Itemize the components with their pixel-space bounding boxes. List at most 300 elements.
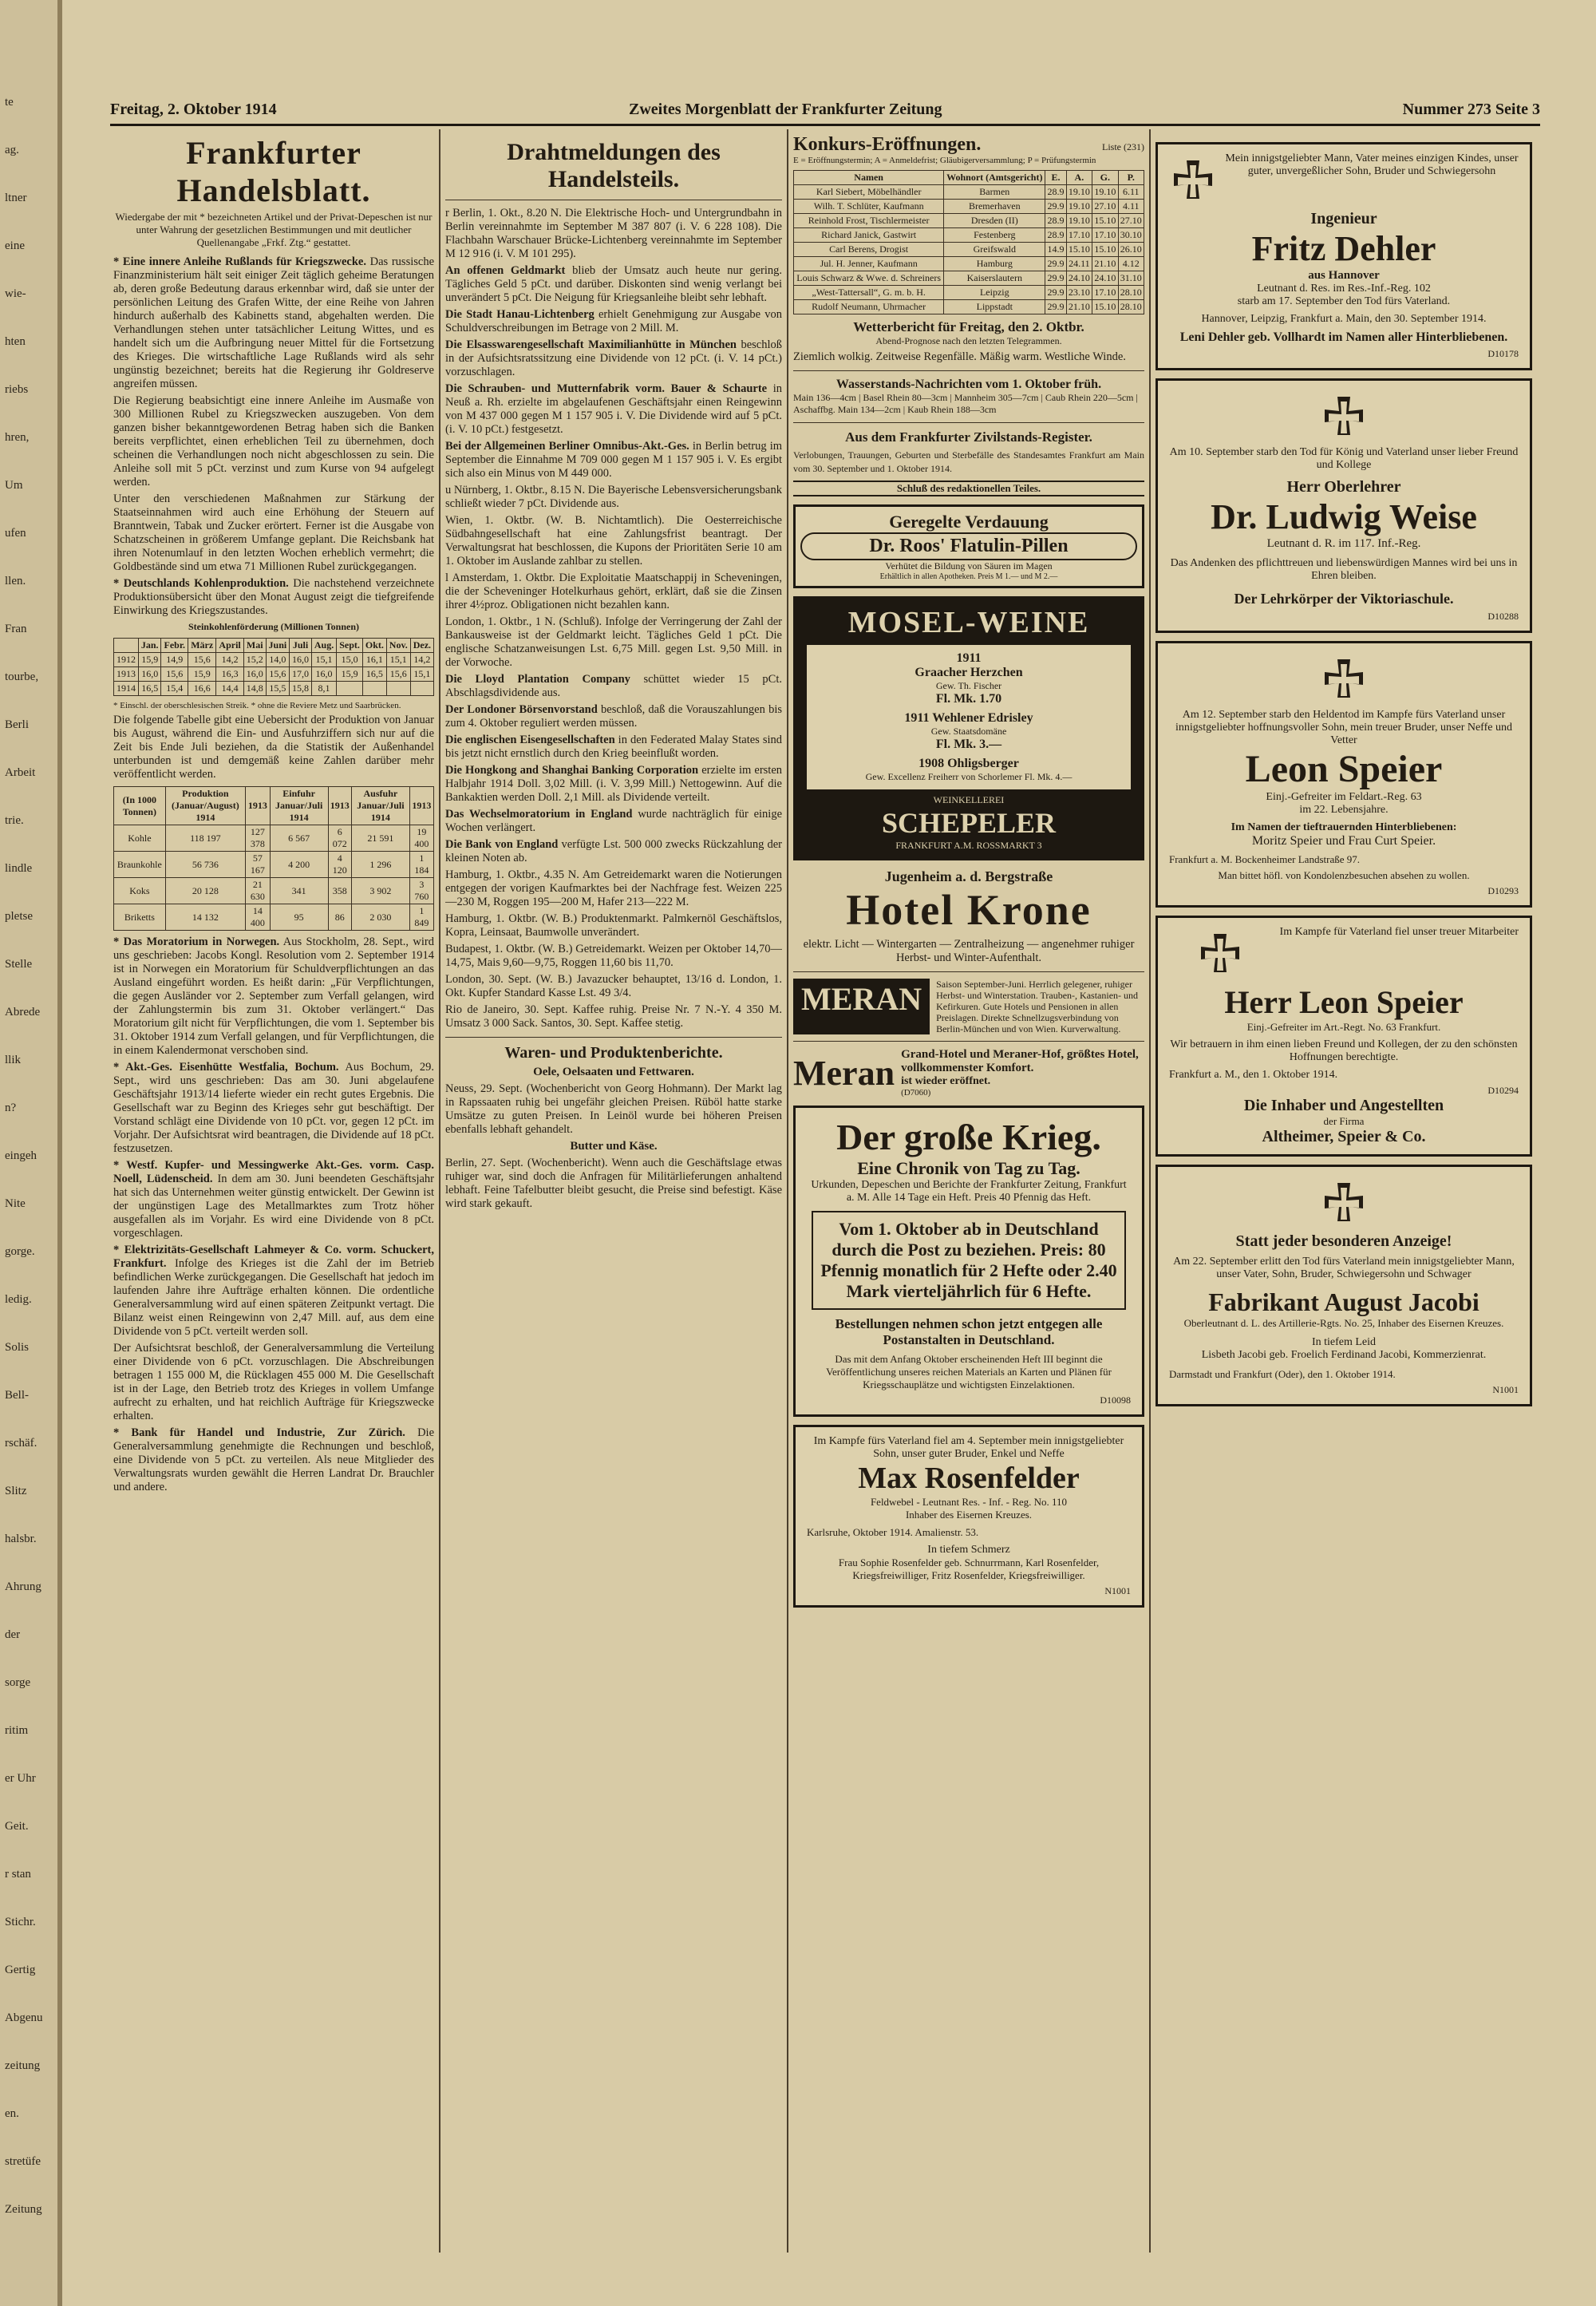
table-cell: 15,6 — [161, 667, 188, 682]
iron-cross-icon — [1320, 394, 1368, 441]
fragment-text: ritim — [5, 1724, 29, 1737]
ad-hotel-krone: Jugenheim a. d. Bergstraße Hotel Krone elektr. Licht — Wintergarten — Zentralheizung — angenehmer ruhiger Herbst- und Winter-Aufenthalt. — [803, 868, 1135, 964]
konkurs-list-number: Liste (231) — [1102, 141, 1144, 152]
table-cell: 28.9 — [1045, 185, 1066, 200]
weather-subtitle: Abend-Prognose nach den letzten Telegrammen. — [875, 335, 1062, 346]
fragment-text: Abgenu — [5, 2011, 43, 2024]
copyright-note: Wiedergabe der mit * bezeichneten Artikel und der Privat-Depeschen ist nur unter Wahrung der gesetzlichen Bestimmungen und mit deutlicher Quellenangabe „Frkf. Ztg.“ gestattet. — [115, 211, 433, 248]
konkurs-header — [793, 134, 1144, 156]
news-lloyd: Die Lloyd Plantation Company schüttet wieder 15 pCt. Abschlagsdividende aus. — [445, 673, 782, 699]
fragment-text: Ahrung — [5, 1580, 41, 1593]
table-cell: Jul. H. Jenner, Kaufmann — [794, 257, 944, 271]
fragment-text: ltner — [5, 192, 27, 204]
subsection-oele: Oele, Oelsaaten und Fettwaren. — [533, 1066, 694, 1078]
ad-mosel-weine: MOSEL-WEINE 1911 Graacher Herzchen Gew. Th. Fischer Fl. Mk. 1.70 1911 Wehlener Edrisley Gew. Staatsdomäne Fl. Mk. 3.— 1908 Ohligsberger Gew. Excellenz Freiherr von Schorlemer Fl. Mk. 4.— WEINKELLEREI SCHEPELER FRANKFURT A.M. ROSSMARKT 3 — [793, 596, 1144, 860]
article-russia-cont-2: Unter den verschiedenen Maßnahmen zur Stärkung der Staatseinnahmen wird auch eine Erhöhung der Steuern auf Branntwein, Tabak und Zucker erörtert. Ferner ist die Ausgabe von Schatzscheinen in größerem Umfange geplant. Die Reichsbank hat ihren Notenumlauf in den letzten Wochen erheblich vermehrt; die Goldbestände sind um etwa 71 Millionen Rubel zurückgegangen. — [113, 492, 434, 573]
table-cell: Festenberg — [944, 228, 1045, 243]
fragment-text: eingeh — [5, 1149, 37, 1162]
table-cell: 19 400 — [409, 825, 433, 852]
obituary-name: Herr Leon Speier — [1224, 984, 1464, 1020]
table-cell: 19.10 — [1066, 200, 1092, 214]
obituary-max-rosenfelder: Im Kampfe fürs Vaterland fiel am 4. September mein innigstgeliebter Sohn, unser guter Bruder, Enkel und Neffe Max Rosenfelder Feldwebel - Leutnant Res. - Inf. - Reg. No. 110 Inhaber des Eisernen Kreuzes. Karlsruhe, Oktober 1914. Amalienstr. 53. In tiefem Schmerz Frau Sophie Rosenfelder geb. Schnurrmann, Karl Rosenfelder, Kriegsfreiwilliger, Fritz Rosenfelder, Kriegsfreiwilliger. N1001 — [793, 1425, 1144, 1608]
news-wien: Wien, 1. Oktbr. (W. B. Nichtamtlich). Die Oesterreichische Südbahngesellschaft hat eine Zahlungsfrist beantragt. Der Verwaltungsrat hat beschlossen, die Kupons der Prioritäten Serie 10 am 1. Oktober im Auslande zahlbar zu stellen. — [445, 514, 782, 568]
table-cell: 16,0 — [243, 667, 266, 682]
table-row — [114, 667, 434, 682]
news-london: London, 1. Oktbr., 1 N. (Schluß). Infolge der Verringerung der Zahl der Bankausweise ist der Geldmarkt leicht. Tägliches Geld 1 pCt. Die englische Schatzanweisungen Lst. 6,75 Mill. gegen Lst. 9,50 Mill. in der Vorwoche. — [445, 615, 782, 669]
table-cell: 16,0 — [138, 667, 160, 682]
table-cell: 29.9 — [1045, 286, 1066, 300]
table-row — [794, 228, 1144, 243]
fragment-text: llen. — [5, 575, 26, 587]
news-eisengesellschaften: Die englischen Eisengesellschaften in den Federated Malay States sind bis jetzt nicht ernstlich durch den Krieg beeinflußt worden. — [445, 734, 782, 760]
fragment-text: Zeitung — [5, 2203, 42, 2216]
table-cell: 1 849 — [409, 904, 433, 931]
table-cell: 1914 — [114, 682, 139, 696]
table-cell: Louis Schwarz & Wwe. d. Schreiners — [794, 271, 944, 286]
table-cell: 26.10 — [1118, 243, 1144, 257]
obituary-name: Fabrikant August Jacobi — [1208, 1287, 1479, 1316]
subscription-box: Vom 1. Oktober ab in Deutschland durch die Post zu beziehen. Preis: 80 Pfennig monatlich für 2 Hefte oder 2.40 Mark vierteljährlich für 6 Hefte. — [812, 1211, 1126, 1310]
table-cell: 27.10 — [1092, 200, 1118, 214]
fragment-text: n? — [5, 1102, 17, 1114]
civil-register-title: Aus dem Frankfurter Zivilstands-Register. — [845, 429, 1092, 445]
article-dividend: Der Aufsichtsrat beschloß, der Generalversammlung die Verteilung einer Dividende von 6 pCt. vorzuschlagen. Die Abschreibungen betragen 1 155 000 M, die Rücklagen 455 000 M. Die Gesellschaft ist in der Lage, den Betrieb trotz des Krieges in vollem Umfange aufrecht zu erhalten, und hat reichlich Aufträge für Kriegszwecke erhalten. — [113, 1342, 434, 1422]
news-bank-england: Die Bank von England verfügte Lst. 500 000 zwecks Rückzahlung der kleinen Noten ab. — [445, 838, 782, 864]
newspaper-page — [62, 0, 1596, 2306]
news-nuernberg: u Nürnberg, 1. Oktbr., 8.15 N. Die Bayerische Lebensversicherungsbank schließt wieder 7 pCt. Dividende aus. — [445, 484, 782, 510]
table-header-cell: Ausfuhr Januar/Juli 1914 — [351, 787, 409, 825]
header-paper-title: Zweites Morgenblatt der Frankfurter Zeitung — [629, 101, 942, 118]
end-editorial-notice: Schluß des redaktionellen Teiles. — [793, 481, 1144, 496]
fragment-text: der — [5, 1628, 21, 1641]
table-cell: 16,5 — [362, 667, 386, 682]
table-cell: 21.10 — [1092, 257, 1118, 271]
table-row — [794, 243, 1144, 257]
table-header-cell: Namen — [794, 171, 944, 185]
fragment-text: Stelle — [5, 958, 33, 971]
water-level-title: Wasserstands-Nachrichten vom 1. Oktober früh. — [836, 378, 1102, 391]
header-rule — [110, 124, 1540, 126]
obituary-name: Max Rosenfelder — [858, 1462, 1080, 1495]
table-cell: 14.9 — [1045, 243, 1066, 257]
obituary-ludwig-weise: Am 10. September starb den Tod für König und Vaterland unser lieber Freund und Kollege Herr Oberlehrer Dr. Ludwig Weise Leutnant d. R. im 117. Inf.-Reg. Das Andenken des pflichttreuen und liebenswürdigen Mannes wird bei uns in Ehren bleiben. Der Lehrkörper der Viktoriaschule. D10288 — [1156, 378, 1532, 633]
fragment-text: ledig. — [5, 1293, 32, 1306]
ad-der-grosse-krieg: Der große Krieg. Eine Chronik von Tag zu Tag. Urkunden, Depeschen und Berichte der Frankfurter Zeitung, Frankfurt a. M. Alle 14 Tage ein Heft. Preis 40 Pfennig das Heft. Vom 1. Oktober ab in Deutschland durch die Post zu beziehen. Preis: 80 Pfennig monatlich für 2 Hefte oder 2.40 Mark vierteljährlich für 6 Hefte. Bestellungen nehmen schon jetzt entgegen alle Postanstalten in Deutschland. Das mit dem Anfang Oktober erscheinenden Heft III beginnt die Veröffentlichung unseres reichen Materials an Karten und Plänen für Kriegsschauplätze und wichtigsten Einzelaktionen. D10098 — [793, 1106, 1144, 1417]
table-header-cell: 1913 — [409, 787, 433, 825]
fragment-text: Um — [5, 479, 23, 492]
fragment-text: r stan — [5, 1868, 31, 1881]
page-header — [110, 101, 1540, 126]
table-cell: 15,1 — [311, 653, 336, 667]
table-header-cell: 1913 — [328, 787, 351, 825]
table-cell: 17.10 — [1092, 286, 1118, 300]
report-berlin-butter: Berlin, 27. Sept. (Wochenbericht). Wenn auch die Geschäftslage etwas ruhiger war, sind doch die Anfragen für Militärlieferungen anhaltend lebhaft. Feine Tafelbutter bleibt gesucht, die Preise sind befestigt. Käse wird stark gekauft. — [445, 1157, 782, 1210]
table-cell: 28.10 — [1118, 300, 1144, 314]
table-cell: Kaiserslautern — [944, 271, 1045, 286]
fragment-text: sorge — [5, 1676, 31, 1689]
table-cell: 4.11 — [1118, 200, 1144, 214]
table-header-cell: Febr. — [161, 639, 188, 653]
table-cell: 15,9 — [138, 653, 160, 667]
table-cell: Hamburg — [944, 257, 1045, 271]
table-cell: 16,5 — [138, 682, 160, 696]
obituary-name: Leon Speier — [1245, 748, 1443, 790]
section-waren-title: Waren- und Produktenberichte. — [504, 1044, 723, 1062]
table-cell: Braunkohle — [114, 852, 166, 878]
table-cell: 341 — [270, 878, 328, 904]
article-kupfer: * Westf. Kupfer- und Messingwerke Akt.-Ges. vorm. Casp. Noell, Lüdenscheid. In dem am 30. Juni beendeten Geschäftsjahr hat sich das Unternehmen weiter günstig entwickelt. Der Gewinn ist der ungünstigen Lage des Metallmarktes zum Trotz höher ausgefallen als im Vorjahr. Es wird eine Dividende von 8 pCt. vorgeschlagen. — [113, 1159, 434, 1240]
table-cell: 28.10 — [1118, 286, 1144, 300]
fragment-text: wie- — [5, 287, 26, 300]
fragment-text: en. — [5, 2107, 19, 2120]
table-header-cell: 1913 — [245, 787, 270, 825]
table-cell: 21.10 — [1066, 300, 1092, 314]
news-london-zucker: London, 30. Sept. (W. B.) Javazucker behauptet, 13/16 d. London, 1. Okt. Kupfer Standard Kasse Lst. 49 3/4. — [445, 973, 782, 999]
news-wechselmoratorium: Das Wechselmoratorium in England wurde nachträglich für einige Wochen verlängert. — [445, 808, 782, 834]
obituary-name: Dr. Ludwig Weise — [1211, 497, 1477, 536]
wine-list: 1911 Graacher Herzchen Gew. Th. Fischer Fl. Mk. 1.70 1911 Wehlener Edrisley Gew. Staatsdomäne Fl. Mk. 3.— 1908 Ohligsberger Gew. Excellenz Freiherr von Schorlemer Fl. Mk. 4.— — [807, 645, 1131, 789]
table-cell: Briketts — [114, 904, 166, 931]
report-neuss: Neuss, 29. Sept. (Wochenbericht von Georg Hohmann). Der Markt lag in Rapssaaten ruhig bei ungefähr gleichen Preisen. Rüböl hatte starke Umsätze zu guten Preisen. In Leinöl wurde bei höheren Preisen ebenfalls lebhaft gehandelt. — [445, 1082, 782, 1136]
section-rule — [445, 1037, 782, 1038]
table-cell: 3 760 — [409, 878, 433, 904]
table-cell: 14,8 — [243, 682, 266, 696]
table-cell: 14,0 — [266, 653, 290, 667]
table-cell: 56 736 — [165, 852, 245, 878]
table-cell: 14 400 — [245, 904, 270, 931]
news-schrauben: Die Schrauben- und Mutternfabrik vorm. Bauer & Schaurte in Neuß a. Rh. erzielte im abgelaufenen Geschäftsjahr einen Reingewinn von M 437 000 gegen M 1 157 905 i. V. Die Dividende wird auf 5 pCt. (i. V. 10 pCt.) festgesetzt. — [445, 382, 782, 436]
news-rio: Rio de Janeiro, 30. Sept. Kaffee ruhig. Preise Nr. 7 N.-Y. 4 350 M. Umsatz 3 000 Sack. Santos, 30. Sept. Kaffee stetig. — [445, 1003, 782, 1030]
table-cell: 6 072 — [328, 825, 351, 852]
fragment-text: stretüfe — [5, 2155, 41, 2168]
table-cell: Barmen — [944, 185, 1045, 200]
table-header-cell: Juli — [290, 639, 312, 653]
table-cell: 29.9 — [1045, 271, 1066, 286]
obituary-name: Fritz Dehler — [1251, 229, 1436, 268]
ad-meran-kur: MERAN Saison September-Juni. Herrlich gelegener, ruhiger Herbst- und Winterstation. Trauben-, Kastanien- und Kefirkuren. Gute Hotels und Pensionen in allen Preislagen. Direkte Schnellzugsverbindung von Berlin-München und von Wien. Kurverwaltung. — [793, 979, 1144, 1034]
table-cell: 21 630 — [245, 878, 270, 904]
table-cell: 31.10 — [1118, 271, 1144, 286]
table-cell — [337, 682, 363, 696]
table-header-cell: Jan. — [138, 639, 160, 653]
table-cell: 14,4 — [216, 682, 244, 696]
fragment-text: zeitung — [5, 2059, 41, 2072]
table-cell: 2 030 — [351, 904, 409, 931]
table-cell: 29.9 — [1045, 300, 1066, 314]
column-title: Drahtmeldungen des Handelsteils. — [507, 139, 721, 192]
article-moratorium: * Das Moratorium in Norwegen. Aus Stockholm, 28. Sept., wird uns geschrieben: Jacobs Kongl. Resolution vom 2. September 1914 ist in Norwegen ein Moratorium für Schuldverpflichtungen an das Ausland eingeführt worden. Es heißt darin: „Für Verpflichtungen, die gegen Ausländer vor 2. September zum Verfall gelangen, wird der Zahlungstermin bis zum 31. Oktober verlängert.“ Das Moratorium gilt nicht für Verpflichtungen, die vom 1. September bis 31. Oktober 1914 zum Verfall gelangen, und für Verpflichtungen, die in einem Kalendermonat verschoben sind. — [113, 935, 434, 1057]
fragment-text: Bell- — [5, 1389, 29, 1402]
table-cell: 24.11 — [1066, 257, 1092, 271]
konkurs-legend: E = Eröffnungstermin; A = Anmeldefrist; Gläubigerversammlung; P = Prüfungstermin — [793, 156, 1096, 165]
news-maximilianhuette: Die Elsasswarengesellschaft Maximilianhütte in München beschloß in der Aufsichtsratssitzung eine Dividende von 12 pCt. (i. V. 14 pCt.) vorzuschlagen. — [445, 338, 782, 378]
table-cell: Rudolf Neumann, Uhrmacher — [794, 300, 944, 314]
table-cell: 14,2 — [410, 653, 433, 667]
news-hamburg-produkte: Hamburg, 1. Oktbr. (W. B.) Produktenmarkt. Palmkernöl Geschäftslos, Kopra, Leinsaat, Baumwolle unverändert. — [445, 912, 782, 939]
table-cell: 57 167 — [245, 852, 270, 878]
table-cell: 1 184 — [409, 852, 433, 878]
table-cell: „West-Tattersall“, G. m. b. H. — [794, 286, 944, 300]
table-row — [114, 878, 434, 904]
news-berlin-hochbahn: r Berlin, 1. Okt., 8.20 N. Die Elektrische Hoch- und Untergrundbahn in Berlin vereinnahmte im September M 387 807 (i. V. 6 228 108). Die Flachbahn Warschauer Brücke-Lichtenberg vereinnahmte im September M 12 916 (i. V. M 101 295). — [445, 207, 782, 260]
table-cell: 1912 — [114, 653, 139, 667]
fragment-text: ufen — [5, 527, 26, 540]
weather-title: Wetterbericht für Freitag, den 2. Oktbr. — [853, 319, 1084, 334]
table-cell: 6.11 — [1118, 185, 1144, 200]
column-divider — [1149, 129, 1151, 2253]
fragment-text: te — [5, 96, 14, 109]
table-cell: Leipzig — [944, 286, 1045, 300]
table-cell: 16,3 — [216, 667, 244, 682]
table-row — [794, 300, 1144, 314]
header-page-number: Nummer 273 Seite 3 — [1402, 101, 1540, 118]
iron-cross-icon — [1320, 656, 1368, 704]
table-header-cell: P. — [1118, 171, 1144, 185]
table-header-cell: Mai — [243, 639, 266, 653]
table-header-cell: Produktion (Januar/August) 1914 — [165, 787, 245, 825]
table-cell: 4 120 — [328, 852, 351, 878]
table-cell: 30.10 — [1118, 228, 1144, 243]
table-cell: 29.9 — [1045, 200, 1066, 214]
table-cell: 14,2 — [216, 653, 244, 667]
article-coal-cont: Die folgende Tabelle gibt eine Uebersicht der Produktion von Januar bis August, während die Ein- und Ausfuhrziffern sich nur auf die Zeit bis Ende Juli beziehen, da die Statistik der Außenhandel unterbunden ist und demgemäß keine Zahlen darüber mehr veröffentlicht werden. — [113, 714, 434, 781]
obituary-leon-speier-firm: Im Kampfe für Vaterland fiel unser treuer Mitarbeiter Herr Leon Speier Einj.-Gefreiter im Art.-Regt. No. 63 Frankfurt. Wir betrauern in ihm einen lieben Freund und Kollegen, der zu den schönsten Hoffnungen berechtigte. Frankfurt a. M., den 1. Oktober 1914. D10294 Die Inhaber und Angestellten der Firma Altheimer, Speier & Co. — [1156, 916, 1532, 1157]
table-cell: Bremerhaven — [944, 200, 1045, 214]
fragment-text: tourbe, — [5, 670, 39, 683]
table-header-cell: Dez. — [410, 639, 433, 653]
fragment-text: eine — [5, 239, 25, 252]
table-cell: 19.10 — [1066, 214, 1092, 228]
table-cell: 8,1 — [311, 682, 336, 696]
fragment-text: er Uhr — [5, 1772, 36, 1785]
iron-cross-icon — [1196, 931, 1244, 979]
table-header-cell: Nov. — [386, 639, 410, 653]
table-header-cell: Sept. — [337, 639, 363, 653]
article-bank-zurich: * Bank für Handel und Industrie, Zur Zürich. Die Generalversammlung genehmigte die Rechnungen und beschloß, eine Dividende von 5 pCt. zu verteilen. Als neue Mitglieder des Verwaltungsrats wurden gewählt die Herren Landrat Dr. Brauchler und andere. — [113, 1426, 434, 1493]
table-cell: 1913 — [114, 667, 139, 682]
table-cell: 20 128 — [165, 878, 245, 904]
obituary-fritz-dehler: Mein innigstgeliebter Mann, Vater meines einzigen Kindes, unser guter, unvergeßlicher Sohn, Bruder und Schwiegersohn Ingenieur Fritz Dehler aus Hannover Leutnant d. Res. im Res.-Inf.-Reg. 102 starb am 17. September den Tod fürs Vaterland. Hannover, Leipzig, Frankfurt a. Main, den 30. September 1914. Leni Dehler geb. Vollhardt im Namen aller Hinterbliebenen. D10178 — [1156, 142, 1532, 370]
table-cell: 4.12 — [1118, 257, 1144, 271]
adjacent-page-fragment — [0, 0, 62, 2306]
table-row — [114, 852, 434, 878]
fragment-text: trie. — [5, 814, 24, 827]
table-cell: 15,1 — [410, 667, 433, 682]
table-cell: 28.9 — [1045, 214, 1066, 228]
fragment-text: riebs — [5, 383, 29, 396]
schepeler-logo: SCHEPELER — [881, 807, 1057, 839]
table-header-cell: G. — [1092, 171, 1118, 185]
fragment-text: Solis — [5, 1341, 30, 1354]
fragment-text: hren, — [5, 431, 30, 444]
fragment-text: Geit. — [5, 1820, 29, 1833]
table-cell: 15.10 — [1066, 243, 1092, 257]
fragment-text: Fran — [5, 623, 27, 635]
table-cell: 15,1 — [386, 653, 410, 667]
konkurs-title: Konkurs-Eröffnungen. — [793, 134, 982, 155]
article-russia: * Eine innere Anleihe Rußlands für Kriegszwecke. Das russische Finanzministerium hält seit einiger Zeit täglich geheime Beratungen ab, deren große Bedeutung daraus erkennbar wird, daß sie unter der persönlichen Leitung des Grafen Witte, der eine Reihe von Jahren hindurch außerhalb des Kabinetts stand, abgehalten werden. Die Verhandlungen stehen unter tatsächlicher Leitung Wittes, und es handelt sich um die Aufbringung neuer Mittel für die Fortsetzung des Krieges. Die wirtschaftliche Lage Rußlands wird als sehr ungünstig bezeichnet; bereits hat die Regierung ihr Goldreserve angreifen müssen. — [113, 255, 434, 390]
fragment-text: Berli — [5, 718, 29, 731]
fragment-text: Nite — [5, 1197, 26, 1210]
coal-monthly-table — [113, 638, 434, 696]
table-cell: 15,6 — [188, 653, 216, 667]
iron-cross-icon — [1169, 157, 1217, 205]
table-row — [114, 904, 434, 931]
table-row — [114, 825, 434, 852]
table-cell: 21 591 — [351, 825, 409, 852]
news-hamburg-getreide: Hamburg, 1. Oktbr., 4.35 N. Am Getreidemarkt waren die Notierungen entgegen der vorigen Kaufmarktes bei der Nachfrage fest. Weizen 225—230 M, Roggen 195—200 M, Hafer 213—222 M. — [445, 868, 782, 908]
obituary-leon-speier-family: Am 12. September starb den Heldentod im Kampfe fürs Vaterland unser innigstgeliebter hoffnungsvoller Sohn, mein treuer Bruder, unser Neffe und Vetter Leon Speier Einj.-Gefreiter im Feldart.-Reg. 63 im 22. Lebensjahre. Im Namen der tieftrauernden Hinterbliebenen: Moritz Speier und Frau Curt Speier. Frankfurt a. M. Bockenheimer Landstraße 97. Man bittet höfl. von Kondolenzbesuchen absehen zu wollen. D10293 — [1156, 641, 1532, 908]
table-header-cell: Okt. — [362, 639, 386, 653]
table-cell: 15,2 — [243, 653, 266, 667]
table-cell: 358 — [328, 878, 351, 904]
table-cell: Lippstadt — [944, 300, 1045, 314]
table-cell: 3 902 — [351, 878, 409, 904]
fragment-text: Abrede — [5, 1006, 41, 1019]
table-cell: 16,6 — [188, 682, 216, 696]
table-cell: 15,8 — [290, 682, 312, 696]
table-cell: 1 296 — [351, 852, 409, 878]
table-cell: Reinhold Frost, Tischlermeister — [794, 214, 944, 228]
fragment-text: llik — [5, 1054, 22, 1066]
article-coal: * Deutschlands Kohlenproduktion. Die nachstehend verzeichnete Produktionsübersicht über den Monat August zeigt die tiefgreifende Einwirkung des Kriegszustandes. — [113, 577, 434, 617]
civil-register-text: Verlobungen, Trauungen, Geburten und Sterbefälle des Standesamtes Frankfurt am Main vom 30. September und 1. Oktober 1914. — [793, 449, 1144, 474]
table-cell: 27.10 — [1118, 214, 1144, 228]
table-header-cell: Einfuhr Januar/Juli 1914 — [270, 787, 328, 825]
iron-cross-icon — [1320, 1180, 1368, 1228]
table-cell: 29.9 — [1045, 257, 1066, 271]
table-cell — [386, 682, 410, 696]
table-cell: 17,0 — [290, 667, 312, 682]
fragment-text: Stichr. — [5, 1916, 36, 1928]
ad-flatulin-pillen: Geregelte Verdauung Dr. Roos' Flatulin-Pillen Verhütet die Bildung von Säuren im Magen Erhältlich in allen Apotheken. Preis M 1.— und M 2.— — [793, 504, 1144, 588]
table-cell: 15,9 — [337, 667, 363, 682]
table-row — [794, 214, 1144, 228]
konkurs-table — [793, 170, 1144, 314]
table-cell: 15,0 — [337, 653, 363, 667]
table-cell: Kohle — [114, 825, 166, 852]
table-cell: 19.10 — [1066, 185, 1092, 200]
fragment-text: Arbeit — [5, 766, 36, 779]
article-russia-cont: Die Regierung beabsichtigt eine innere Anleihe im Ausmaße von 300 Millionen Rubel zu Kriegszwecken auszugeben. Von dem ganzen bisher bekanntgewordenen Betrag haben sich die Banken bereits verpflichtet, einen erheblichen Teil zu übernehmen, doch scheinen die Verhandlungen noch nicht abgeschlossen zu sein. Die Anleihe soll mit 5 pCt. verzinst und zum Kurse von 94 aufgelegt werden. — [113, 394, 434, 488]
column-obituaries — [1156, 134, 1532, 2257]
table-cell: 24.10 — [1066, 271, 1092, 286]
table-cell: 15,4 — [161, 682, 188, 696]
fragment-text: Gertig — [5, 1964, 36, 1976]
table-cell: 15,6 — [266, 667, 290, 682]
column-drahtmeldungen — [445, 134, 782, 2257]
coal-table-note: * Einschl. der oberschlesischen Streik. * ohne die Reviere Metz und Saarbrücken. — [113, 701, 401, 710]
table-cell: 95 — [270, 904, 328, 931]
ad-meran-grandhotel: Meran Grand-Hotel und Meraner-Hof, größtes Hotel, vollkommenster Komfort. ist wieder eröffnet. (D7060) — [793, 1048, 1139, 1098]
table-header-cell: E. — [1045, 171, 1066, 185]
table-cell: 118 197 — [165, 825, 245, 852]
table-cell: 16,0 — [290, 653, 312, 667]
article-lahmeyer: * Elektrizitäts-Gesellschaft Lahmeyer & Co. vorm. Schuckert, Frankfurt. Infolge des Krieges ist die Zahl der im Betrieb befindlichen Werke zurückgegangen. Die Gesellschaft hat jedoch im laufenden Jahre ihre Aufträge erhalten können. Die ordentliche Generalversammlung wird auf einen späteren Zeitpunkt vertagt. Die Bilanz weist einen Reingewinn von 2,47 Mill. auf, aus dem eine Dividende von 5 pCt. verteilt werden soll. — [113, 1244, 434, 1338]
news-lichtenberg: Die Stadt Hanau-Lichtenberg erhielt Genehmigung zur Ausgabe von Schuldverschreibungen im Betrage von 2 Mill. M. — [445, 308, 782, 334]
news-omnibus: Bei der Allgemeinen Berliner Omnibus-Akt.-Ges. in Berlin betrug im September die Einnahme M 709 000 gegen M 1 157 905 i. V. Es ergibt sich also ein Minus von M 449 000. — [445, 440, 782, 480]
table-header-cell: Aug. — [311, 639, 336, 653]
table-cell: 15.10 — [1092, 243, 1118, 257]
table-cell: 4 200 — [270, 852, 328, 878]
table-cell: 15,6 — [386, 667, 410, 682]
table-cell: Karl Siebert, Möbelhändler — [794, 185, 944, 200]
table-cell: Carl Berens, Drogist — [794, 243, 944, 257]
table-header-cell: A. — [1066, 171, 1092, 185]
table-cell: 15.10 — [1092, 214, 1118, 228]
news-amsterdam: l Amsterdam, 1. Oktbr. Die Exploitatie Maatschappij in Scheveningen, die der Scheveninger Hotelkurhaus gehört, erklärt, daß sie die Zinsen ihrer 4½proz. Obligationen nicht bezahlen kann. — [445, 572, 782, 611]
fragment-text: hten — [5, 335, 26, 348]
table-cell: 15,5 — [266, 682, 290, 696]
table-row — [794, 286, 1144, 300]
table-row — [114, 682, 434, 696]
weather-text: Ziemlich wolkig. Zeitweise Regenfälle. Mäßig warm. Westliche Winde. — [793, 350, 1126, 363]
table-cell: 86 — [328, 904, 351, 931]
news-geldmarkt: An offenen Geldmarkt blieb der Umsatz auch heute nur gering. Tägliches Geld 5 pCt. und darüber. Diskonten sind wenig verlangt bei unverändert 5 pCt. Die Neigung für Kriegsanleihe bleibt sehr lebhaft. — [445, 264, 782, 304]
fragment-text: pletse — [5, 910, 33, 923]
coal-trade-table — [113, 786, 434, 931]
table-cell: 16,1 — [362, 653, 386, 667]
fragment-text: ag. — [5, 144, 19, 156]
table-cell: 17.10 — [1092, 228, 1118, 243]
fragment-text: lindle — [5, 862, 33, 875]
table-cell: 14 132 — [165, 904, 245, 931]
table-cell: 19.10 — [1092, 185, 1118, 200]
table-cell: Dresden (II) — [944, 214, 1045, 228]
obituary-august-jacobi: Statt jeder besonderen Anzeige! Am 22. September erlitt den Tod fürs Vaterland mein innigstgeliebter Mann, unser Vater, Sohn, Bruder, Schwiegersohn und Schwager Fabrikant August Jacobi Oberleutnant d. L. des Artillerie-Rgts. No. 25, Inhaber des Eisernen Kreuzes. In tiefem Leid Lisbeth Jacobi geb. Froelich Ferdinand Jacobi, Kommerzienrat. Darmstadt und Frankfurt (Oder), den 1. Oktober 1914. N1001 — [1156, 1165, 1532, 1406]
news-hongkong: Die Hongkong and Shanghai Banking Corporation erzielte im ersten Halbjahr 1914 Doll. 3,02 Mill. (i. V. 3,99 Mill.) Nettogewinn. Auf die Bankaktien werden Doll. 2,1 Mill. als Dividende verteilt. — [445, 764, 782, 804]
news-boersenvorstand: Der Londoner Börsenvorstand beschloß, daß die Vorauszahlungen bis zum 4. Oktober reguliert werden müssen. — [445, 703, 782, 730]
table-cell: 23.10 — [1066, 286, 1092, 300]
table-row — [114, 653, 434, 667]
fragment-text: Slitz — [5, 1485, 27, 1497]
table-row — [794, 200, 1144, 214]
header-date: Freitag, 2. Oktober 1914 — [110, 101, 277, 118]
table-cell: 17.10 — [1066, 228, 1092, 243]
fragment-text: rschäf. — [5, 1437, 38, 1450]
table-cell: 15,9 — [188, 667, 216, 682]
column-handelsblatt — [113, 134, 434, 2257]
table-cell: 24.10 — [1092, 271, 1118, 286]
table-cell: Wilh. T. Schlüter, Kaufmann — [794, 200, 944, 214]
table-header-cell: Wohnort (Amtsgericht) — [944, 171, 1045, 185]
table-cell: 6 567 — [270, 825, 328, 852]
column-divider — [439, 129, 440, 2253]
column-notices-ads — [793, 134, 1144, 2257]
subsection-butter: Butter und Käse. — [570, 1140, 658, 1153]
section-masthead: Frankfurter Handelsblatt. — [176, 135, 371, 208]
table-cell: 14,9 — [161, 653, 188, 667]
table-header-cell: April — [216, 639, 244, 653]
article-westfalia: * Akt.-Ges. Eisenhütte Westfalia, Bochum. Aus Bochum, 29. Sept., wird uns geschrieben: Das am 30. Juni abgelaufene Geschäftsjahr 1913/14 lieferte wieder ein recht gutes Ergebnis. Die Gesellschaft war zu Beginn des Krieges sehr gut beschäftigt. Der Vorstand schlägt eine Dividende von 10 pCt. vor, gegen 12 pCt. im Vorjahr. Der Aufsichtsrat wird beantragen, die Dividende auf 18 pCt. festzusetzen. — [113, 1061, 434, 1155]
table-header-cell: (In 1000 Tonnen) — [114, 787, 166, 825]
table-cell — [410, 682, 433, 696]
column-divider — [787, 129, 788, 2253]
table-cell: Greifswald — [944, 243, 1045, 257]
table-cell: Richard Janick, Gastwirt — [794, 228, 944, 243]
fragment-text: halsbr. — [5, 1533, 37, 1545]
table-row — [794, 185, 1144, 200]
table-header-cell: Juni — [266, 639, 290, 653]
table-row — [794, 271, 1144, 286]
fragment-text: gorge. — [5, 1245, 35, 1258]
coal-table-title: Steinkohlenförderung (Millionen Tonnen) — [188, 621, 360, 632]
table-cell: 28.9 — [1045, 228, 1066, 243]
table-cell: 15.10 — [1092, 300, 1118, 314]
table-cell — [362, 682, 386, 696]
table-row — [794, 257, 1144, 271]
table-cell: 16,0 — [311, 667, 336, 682]
